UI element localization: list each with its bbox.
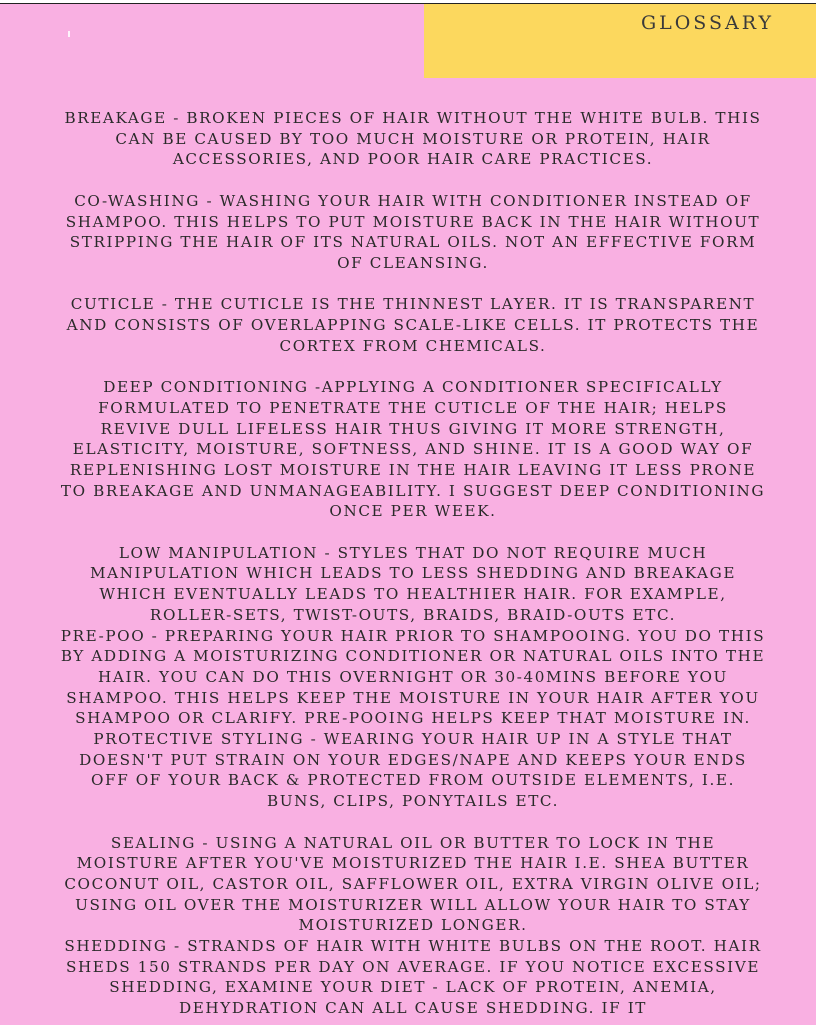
glossary-page [0, 3, 816, 1025]
glossary-entry-shedding: SHEDDING - STRANDS OF HAIR WITH WHITE BULBS ON THE ROOT. HAIR SHEDS 150 STRANDS PER DAY ON AVERAGE. IF YOU NOTICE EXCESSIVE SHEDDING, EXAMINE YOUR DIET - LACK OF PROTEIN, ANEMIA, DEHYDRATION CAN ALL CAUSE SHEDDING. IF IT [64, 937, 762, 1018]
glossary-entry-low-manipulation: LOW MANIPULATION - STYLES THAT DO NOT REQUIRE MUCH MANIPULATION WHICH LEADS TO LESS SHEDDING AND BREAKAGE WHICH EVENTUALLY LEADS TO HEALTHIER HAIR. FOR EXAMPLE, ROLLER-SETS, TWIST-OUTS, BRAIDS, BRAID-OUTS ETC. [89, 543, 737, 624]
glossary-entry-sealing: SEALING - USING A NATURAL OIL OR BUTTER TO LOCK IN THE MOISTURE AFTER YOU'VE MOISTURIZED THE HAIR I.E. SHEA BUTTER COCONUT OIL, CASTOR OIL, SAFFLOWER OIL, EXTRA VIRGIN OLIVE OIL; USING OIL OVER THE MOISTURIZER WILL ALLOW YOUR HAIR TO STAY MOISTURIZED LONGER. [64, 833, 762, 935]
glossary-entry-cuticle: CUTICLE - THE CUTICLE IS THE THINNEST LAYER. IT IS TRANSPARENT AND CONSISTS OF OVERLAPPING SCALE-LIKE CELLS. IT PROTECTS THE CORTEX FROM CHEMICALS. [66, 295, 760, 355]
decorative-speck [68, 31, 70, 37]
glossary-entry-breakage: BREAKAGE - BROKEN PIECES OF HAIR WITHOUT THE WHITE BULB. THIS CAN BE CAUSED BY TOO MUCH MOISTURE OR PROTEIN, HAIR ACCESSORIES, AND POOR HAIR CARE PRACTICES. [64, 109, 762, 169]
header-tab [424, 4, 816, 78]
page-title: GLOSSARY [640, 12, 774, 34]
glossary-body [60, 108, 766, 1019]
glossary-entry-pre-poo: PRE-POO - PREPARING YOUR HAIR PRIOR TO SHAMPOOING. YOU DO THIS BY ADDING A MOISTURIZING CONDITIONER OR NATURAL OILS INTO THE HAIR. YOU CAN DO THIS OVERNIGHT OR 30-40MINS BEFORE YOU SHAMPOO. THIS HELPS KEEP THE MOISTURE IN YOUR HAIR AFTER YOU SHAMPOO OR CLARIFY. PRE-POOING HELPS KEEP THAT MOISTURE IN. [60, 626, 766, 728]
glossary-entry-protective-styling: PROTECTIVE STYLING - WEARING YOUR HAIR UP IN A STYLE THAT DOESN'T PUT STRAIN ON YOUR EDGES/NAPE AND KEEPS YOUR ENDS OFF OF YOUR BACK & PROTECTED FROM OUTSIDE ELEMENTS, I.E. BUNS, CLIPS, PONYTAILS ETC. [79, 730, 747, 811]
glossary-entry-co-washing: CO-WASHING - WASHING YOUR HAIR WITH CONDITIONER INSTEAD OF SHAMPOO. THIS HELPS TO PUT MOISTURE BACK IN THE HAIR WITHOUT STRIPPING THE HAIR OF ITS NATURAL OILS. NOT AN EFFECTIVE FORM OF CLEANSING. [65, 191, 761, 272]
glossary-entry-deep-conditioning: DEEP CONDITIONING -APPLYING A CONDITIONER SPECIFICALLY FORMULATED TO PENETRATE THE CUTICLE OF THE HAIR; HELPS REVIVE DULL LIFELESS HAIR THUS GIVING IT MORE STRENGTH, ELASTICITY, MOISTURE, SOFTNESS, AND SHINE. IT IS A GOOD WAY OF REPLENISHING LOST MOISTURE IN THE HAIR LEAVING IT LESS PRONE TO BREAKAGE AND UNMANAGEABILITY. I SUGGEST DEEP CONDITIONING ONCE PER WEEK. [60, 378, 766, 521]
